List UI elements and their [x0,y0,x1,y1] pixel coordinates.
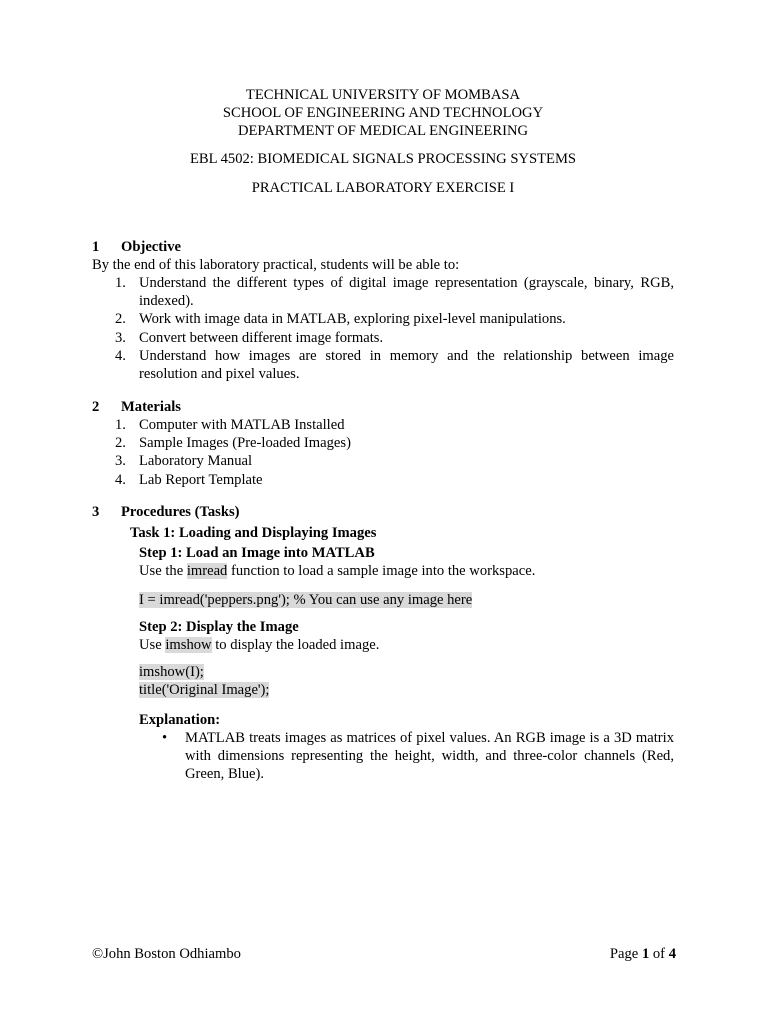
list-item [115,434,674,452]
list-text: Work with image data in MATLAB, exploring pixel-level manipulations. [139,311,566,328]
code-snippet: imshow(I); [139,664,204,680]
list-number: 1. [115,417,126,433]
list-item [160,729,674,784]
list-text: Understand how images are stored in memory and the relationship between image resolution and pixel values. [139,347,674,383]
page-word: Page [609,946,642,962]
department-name: DEPARTMENT OF MEDICAL ENGINEERING [237,123,529,140]
footer-author: ©John Boston Odhiambo [92,946,241,962]
list-number: 2. [115,311,126,328]
section-number: 2 [92,399,100,415]
step1-code [139,591,472,609]
code-snippet: title('Original Image'); [139,682,270,698]
step2-code-line2 [139,681,269,699]
list-number: 3. [115,329,126,346]
code-snippet: I = imread('peppers.png'); % You can use any image here [139,592,473,608]
school-name: SCHOOL OF ENGINEERING AND TECHNOLOGY [222,105,544,122]
step1-text-before: Use the [139,563,187,579]
university-name: TECHNICAL UNIVERSITY OF MOMBASA [245,87,521,103]
step2-code-line1 [139,663,204,681]
step1-text-after: function to load a sample image into the workspace. [227,563,536,579]
step2-text-before: Use [139,637,166,653]
footer-page-number [610,945,676,963]
list-item [115,347,674,383]
objective-list [115,274,674,383]
list-item [115,274,674,310]
document-header [92,86,674,141]
explanation-heading: Explanation: [139,712,221,728]
list-text: MATLAB treats images as matrices of pixel values. An RGB image is a 3D matrix with dimensions representing the height, width, and three-color channels (Red, Green, Blue). [185,730,674,783]
list-text: Understand the different types of digital image representation (grayscale, binary, RGB, indexed). [139,275,674,310]
list-item [115,310,674,328]
section-title: Procedures (Tasks) [121,504,240,520]
list-text: Lab Report Template [139,471,263,488]
page-current: 1 [641,946,650,962]
imshow-code-word: imshow [165,637,212,653]
section-number: 1 [92,239,100,255]
course-title: EBL 4502: BIOMEDICAL SIGNALS PROCESSING SYSTEMS [189,151,577,167]
explanation-list [160,729,674,784]
list-item [115,471,674,489]
list-text: Computer with MATLAB Installed [139,417,345,433]
objective-heading [92,238,181,256]
imread-code-word: imread [186,563,228,579]
list-item [115,416,674,434]
section-number: 3 [92,504,100,520]
step2-heading: Step 2: Display the Image [139,619,299,635]
list-number: 4. [115,471,126,488]
list-text: Laboratory Manual [139,453,253,470]
list-number: 3. [115,453,126,470]
materials-list [115,416,674,489]
materials-heading [92,398,181,416]
procedures-heading [92,503,240,521]
step2-text [139,636,674,654]
list-number: 2. [115,435,126,452]
section-title: Materials [121,399,181,415]
list-item [115,329,674,347]
step2-text-after: to display the loaded image. [211,637,380,653]
section-title: Objective [121,239,181,255]
list-item [115,452,674,470]
list-number: 4. [115,347,126,364]
list-number: 1. [115,275,126,291]
list-text: Sample Images (Pre-loaded Images) [139,435,351,452]
exercise-title: PRACTICAL LABORATORY EXERCISE I [251,180,515,196]
task1-heading: Task 1: Loading and Displaying Images [130,525,377,541]
page-total: 4 [668,946,676,962]
list-text: Convert between different image formats. [139,329,384,346]
of-word: of [649,946,669,962]
step1-text [139,562,674,580]
step1-heading: Step 1: Load an Image into MATLAB [139,545,375,561]
objective-intro: By the end of this laboratory practical, students will be able to: [92,257,460,273]
bullet-icon: • [162,730,168,746]
